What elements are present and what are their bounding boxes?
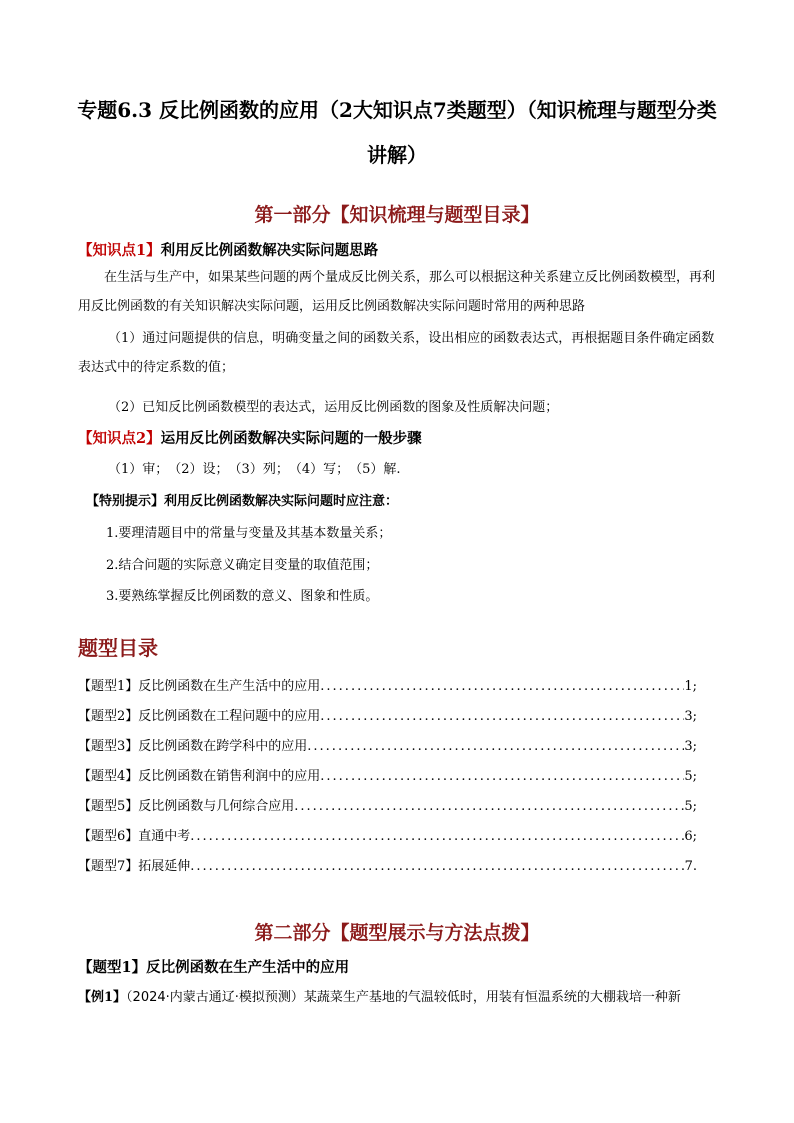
toc-leader-dots (320, 672, 684, 702)
tip-note-1: 1.要理清题目中的常量与变量及其基本数量关系； (106, 526, 392, 541)
document-title: 专题6.3 反比例函数的应用（2大知识点7类题型）（知识梳理与题型分类讲解） (77, 98, 717, 167)
toc-item[interactable] (78, 702, 697, 732)
tip-note-2: 2.结合问题的实际意义确定目变量的取值范围； (106, 558, 379, 573)
example-1-text: （2024·内蒙古通辽·模拟预测）某蔬菜生产基地的气温较低时，用装有恒温系统的大棚栽培一种新 (126, 990, 681, 1005)
example-1-tag: 【例1】 (78, 990, 127, 1005)
toc-item[interactable] (78, 822, 697, 852)
part-one-title: 第一部分【知识梳理与题型目录】 (254, 204, 540, 226)
special-tip: 【特别提示】利用反比例函数解决实际问题时应注意： (86, 494, 399, 509)
toc-item-label: 【题型1】反比例函数在生产生活中的应用 (78, 679, 321, 694)
toc-item-page: 1; (684, 679, 697, 694)
solving-steps: （1）审； （2）设； （3）列； （4）写； （5）解. (108, 462, 401, 477)
toc-item-page: 3; (684, 739, 697, 754)
toc-leader-dots (190, 852, 684, 882)
toc-item-page: 6; (684, 829, 697, 844)
toc-leader-dots (307, 732, 684, 762)
toc-heading: 题型目录 (78, 636, 158, 660)
toc-leader-dots (294, 792, 684, 822)
knowledge-point-1-intro: 在生活与生产中，如果某些问题的两个量成反比例关系，那么可以根据这种关系建立反比例函数模型，再利用反比例函数的有关知识解决实际问题，运用反比例函数解决实际问题时常用的两种思路 (78, 270, 716, 314)
toc-leader-dots (320, 702, 684, 732)
toc-leader-dots (190, 822, 684, 852)
toc-item-label: 【题型4】反比例函数在销售利润中的应用 (78, 769, 321, 784)
knowledge-point-1-tag: 【知识点1】 (78, 242, 161, 259)
knowledge-point-2-heading (78, 427, 422, 448)
example-1 (78, 986, 681, 1005)
toc-leader-dots (320, 762, 684, 792)
toc-item-label: 【题型6】直通中考 (78, 829, 191, 844)
question-type-1-heading: 【题型1】反比例函数在生产生活中的应用 (78, 959, 350, 976)
toc-item-page: 5; (684, 799, 697, 814)
table-of-contents (78, 672, 697, 882)
part-two-title: 第二部分【题型展示与方法点拨】 (254, 922, 540, 944)
toc-item[interactable] (78, 792, 697, 822)
knowledge-point-1-heading (78, 239, 378, 260)
toc-item-label: 【题型2】反比例函数在工程问题中的应用 (78, 709, 321, 724)
knowledge-point-1-item-1: （1）通过问题提供的信息，明确变量之间的函数关系，设出相应的函数表达式，再根据题目条件确定函数表达式中的待定系数的值； (78, 331, 715, 375)
toc-item[interactable] (78, 762, 697, 792)
knowledge-point-1-item-2: （2）已知反比例函数模型的表达式，运用反比例函数的图象及性质解决问题； (108, 400, 559, 415)
toc-item-page: 3; (684, 709, 697, 724)
knowledge-point-2-title: 运用反比例函数解决实际问题的一般步骤 (160, 430, 422, 447)
toc-item-page: 7. (684, 859, 697, 874)
toc-item-label: 【题型5】反比例函数与几何综合应用 (78, 799, 295, 814)
toc-item[interactable] (78, 672, 697, 702)
toc-item-label: 【题型7】拓展延伸 (78, 859, 191, 874)
knowledge-point-2-tag: 【知识点2】 (78, 430, 161, 447)
knowledge-point-1-title: 利用反比例函数解决实际问题思路 (160, 242, 379, 259)
toc-item-page: 5; (684, 769, 697, 784)
toc-item[interactable] (78, 852, 697, 882)
toc-item-label: 【题型3】反比例函数在跨学科中的应用 (78, 739, 308, 754)
toc-item[interactable] (78, 732, 697, 762)
tip-note-3: 3.要熟练掌握反比例函数的意义、图象和性质。 (106, 589, 379, 604)
